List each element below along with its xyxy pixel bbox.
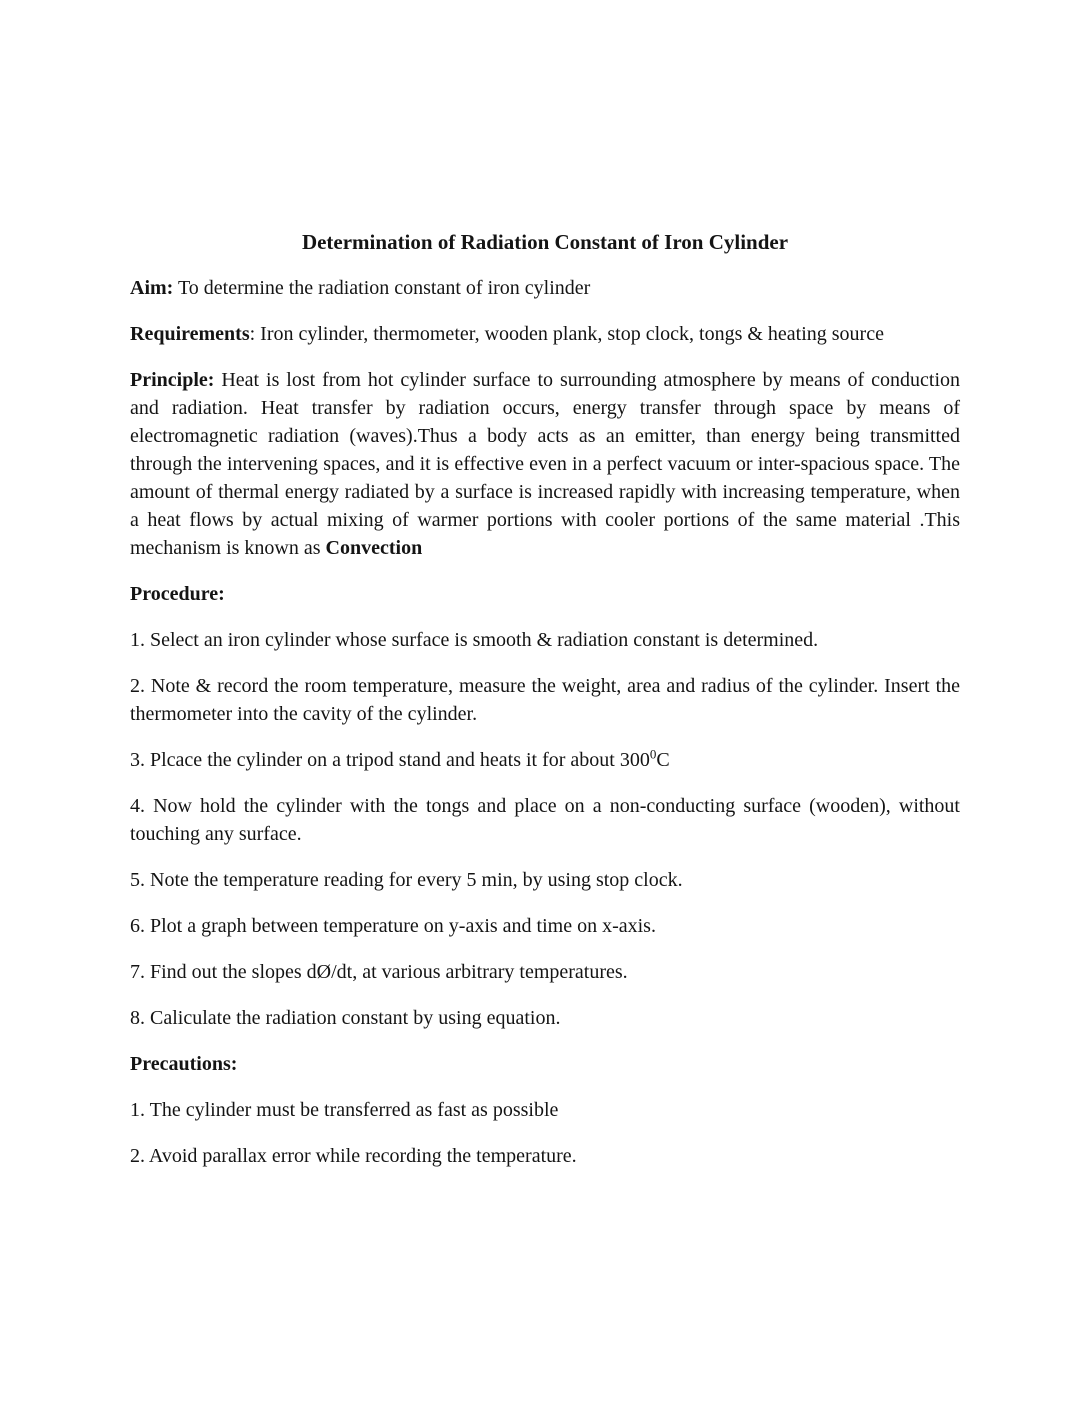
procedure-step-text: 5. Note the temperature reading for every 5 min, by using stop clock. bbox=[130, 869, 683, 891]
requirements-label: Requirements bbox=[130, 323, 250, 345]
procedure-step-text: 3. Plcace the cylinder on a tripod stand and heats it for about 300 bbox=[130, 749, 650, 771]
requirements-text: : Iron cylinder, thermometer, wooden plank, stop clock, tongs & heating source bbox=[249, 323, 884, 345]
procedure-step bbox=[130, 1004, 960, 1032]
procedure-step-text: 7. Find out the slopes dØ/dt, at various arbitrary temperatures. bbox=[130, 961, 628, 983]
procedure-step bbox=[130, 912, 960, 940]
aim-text: To determine the radiation constant of iron cylinder bbox=[177, 277, 591, 299]
procedure-heading bbox=[130, 580, 960, 608]
procedure-step-text: 4. Now hold the cylinder with the tongs and place on a non-conducting surface (wooden), without touching any surface. bbox=[130, 795, 960, 845]
procedure-step bbox=[130, 958, 960, 986]
procedure-step-text: 2. Note & record the room temperature, measure the weight, area and radius of the cylinder. Insert the thermometer into the cavity of the cylinder. bbox=[130, 675, 960, 725]
aim-label: Aim: bbox=[130, 277, 174, 299]
precaution-item bbox=[130, 1096, 960, 1124]
principle-text: Heat is lost from hot cylinder surface to surrounding atmosphere by means of conduction and radiation. Heat transfer by radiation occurs, energy transfer through space by means of electromagnetic radiation (waves).Thus a body acts as an emitter, than energy being transmitted through the intervening spaces, and it is effective even in a perfect vacuum or inter-spacious space. The amount of thermal energy radiated by a surface is increased rapidly with increasing temperature, when a heat flows by actual mixing of warmer portions with cooler portions of the same material .This mechanism is known as bbox=[130, 369, 960, 559]
superscript-degree: 0 bbox=[649, 746, 657, 762]
principle-emphasis: Convection bbox=[325, 537, 423, 559]
principle-paragraph bbox=[130, 366, 960, 562]
requirements-line bbox=[130, 320, 960, 348]
procedure-step bbox=[130, 792, 960, 848]
procedure-step-text: 1. Select an iron cylinder whose surface is smooth & radiation constant is determined. bbox=[130, 629, 819, 651]
procedure-step-text: 6. Plot a graph between temperature on y-axis and time on x-axis. bbox=[130, 915, 656, 937]
procedure-step-unit: C bbox=[656, 749, 670, 771]
procedure-step bbox=[130, 626, 960, 654]
page-title: Determination of Radiation Constant of Iron Cylinder bbox=[301, 230, 789, 254]
precaution-item-text: 1. The cylinder must be transferred as fast as possible bbox=[130, 1099, 559, 1121]
principle-label: Principle: bbox=[130, 369, 215, 391]
procedure-step bbox=[130, 672, 960, 728]
precaution-item-text: 2. Avoid parallax error while recording the temperature. bbox=[130, 1145, 577, 1167]
procedure-step-text: 8. Caliculate the radiation constant by using equation. bbox=[130, 1007, 561, 1029]
precautions-heading-label: Precautions: bbox=[130, 1053, 238, 1075]
precaution-item bbox=[130, 1142, 960, 1170]
aim-line bbox=[130, 274, 960, 302]
procedure-heading-label: Procedure: bbox=[130, 583, 225, 605]
precautions-heading bbox=[130, 1050, 960, 1078]
procedure-step bbox=[130, 866, 960, 894]
procedure-step bbox=[130, 746, 960, 774]
